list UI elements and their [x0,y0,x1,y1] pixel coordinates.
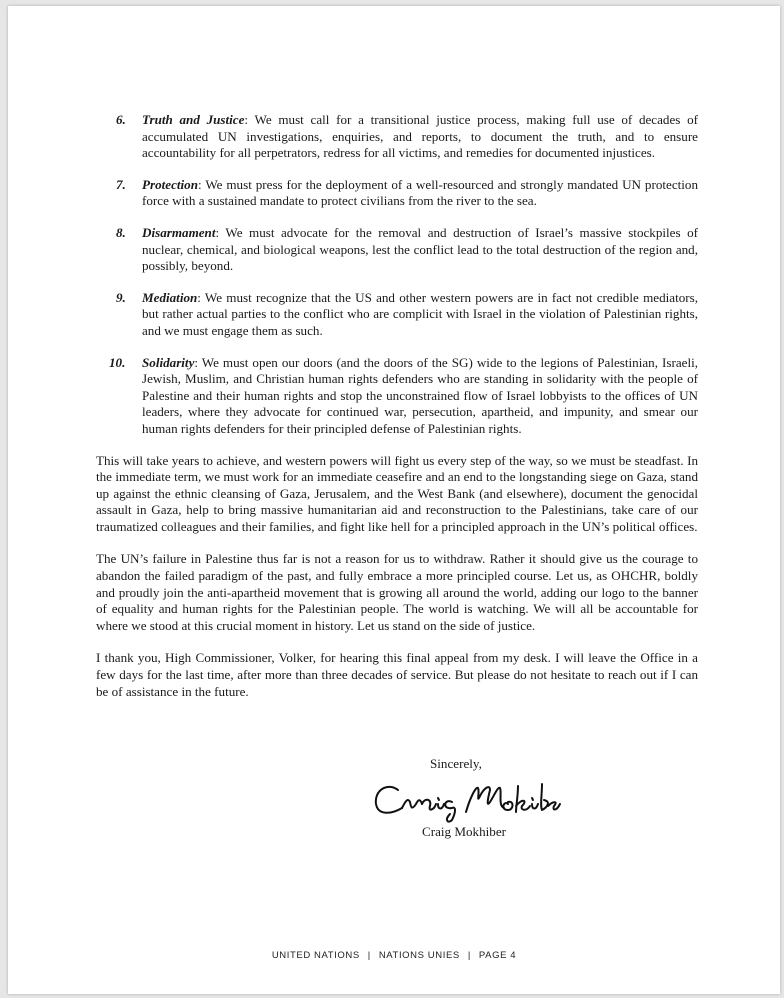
handwritten-signature [372,778,562,824]
item-title: Protection [142,176,199,192]
item-number: 7. [116,176,126,192]
item-number: 10. [109,354,126,370]
body-paragraph: I thank you, High Commissioner, Volker, for hearing this final appeal from my desk. I will leave the Office in a few days for the last time, after more than three decades of service. But please do not hesitate to reach out if I can be of assistance in the future. [96,650,698,699]
item-number: 8. [116,224,126,240]
item-number: 6. [116,112,126,127]
document-page [8,6,780,994]
item-number: 9. [116,289,126,305]
page-footer [8,950,780,961]
footer-org-en: UNITED NATIONS [271,950,360,961]
footer-separator: | [367,950,371,961]
item-text: : We must advocate for the removal and destruction of Israel’s massive stockpiles of nuclear, chemical, and biological weapons, lest the conflict lead to the total destruction of the region and, possibly, beyond. [142,224,698,274]
item-text: : We must open our doors (and the doors of the SG) wide to the legions of Palestinian, Israeli, Jewish, Muslim, and Christian human rights defenders who are standing in solidarity with the people of Palestine and their human rights and stop the unconstrained flow of Israel lobbyists to the offices of UN leaders, where they advocate for continued war, persecution, apartheid, and impunity, and smear our human rights defenders for their principled defense of Palestinian rights. [142,354,698,436]
item-text: : We must call for a transitional justice process, making full use of decades of accumulated UN investigations, enquiries, and reports, to document the truth, and to ensure accountability for all perpetrators, redress for all victims, and remedies for documented injustices. [142,112,698,161]
letter-body [96,112,698,839]
item-title: Mediation [142,289,198,305]
footer-separator: | [467,950,471,961]
list-item [96,112,698,162]
body-paragraph: This will take years to achieve, and western powers will fight us every step of the way, so we must be steadfast. In the immediate term, we must work for an immediate ceasefire and an end to the longstanding siege on Gaza, stand up against the ethnic cleansing of Gaza, Jerusalem, and the West Bank (and elsewhere), document the genocidal assault in Gaza, help to bring massive humanitarian aid and reconstruction to the Palestinians, take care of our traumatized colleagues and their families, and fight like hell for a principled approach in the UN’s political offices. [96,452,698,534]
body-paragraph: The UN’s failure in Palestine thus far is not a reason for us to withdraw. Rather it should give us the courage to abandon the failed paradigm of the past, and fully embrace a more principled course. Let us, as OHCHR, boldly and proudly join the anti-apartheid movement that is growing all around the world, adding our logo to the banner of equality and human rights for the Palestinian people. The world is watching. We will all be accountable for where we stood at this crucial moment in history. Let us stand on the side of justice. [96,551,698,633]
closing-salutation: Sincerely, [430,756,482,771]
list-item [96,290,698,340]
item-title: Disarmament [142,224,216,240]
footer-page-number: PAGE 4 [478,950,517,961]
list-item [96,225,698,275]
signer-name: Craig Mokhiber [422,824,507,839]
item-title: Truth and Justice [142,112,245,127]
item-text: : We must press for the deployment of a well-resourced and strongly mandated UN protection force with a sustained mandate to protect civilians from the river to the sea. [142,176,698,209]
list-item [96,177,698,210]
footer-org-fr: NATIONS UNIES [378,950,460,961]
item-title: Solidarity [142,354,195,370]
item-text: : We must recognize that the US and other western powers are in fact not credible mediators, but rather actual parties to the conflict who are complicit with Israel in the violation of Palestinian rights, and we must engage them as such. [142,289,698,338]
list-item [96,355,698,438]
